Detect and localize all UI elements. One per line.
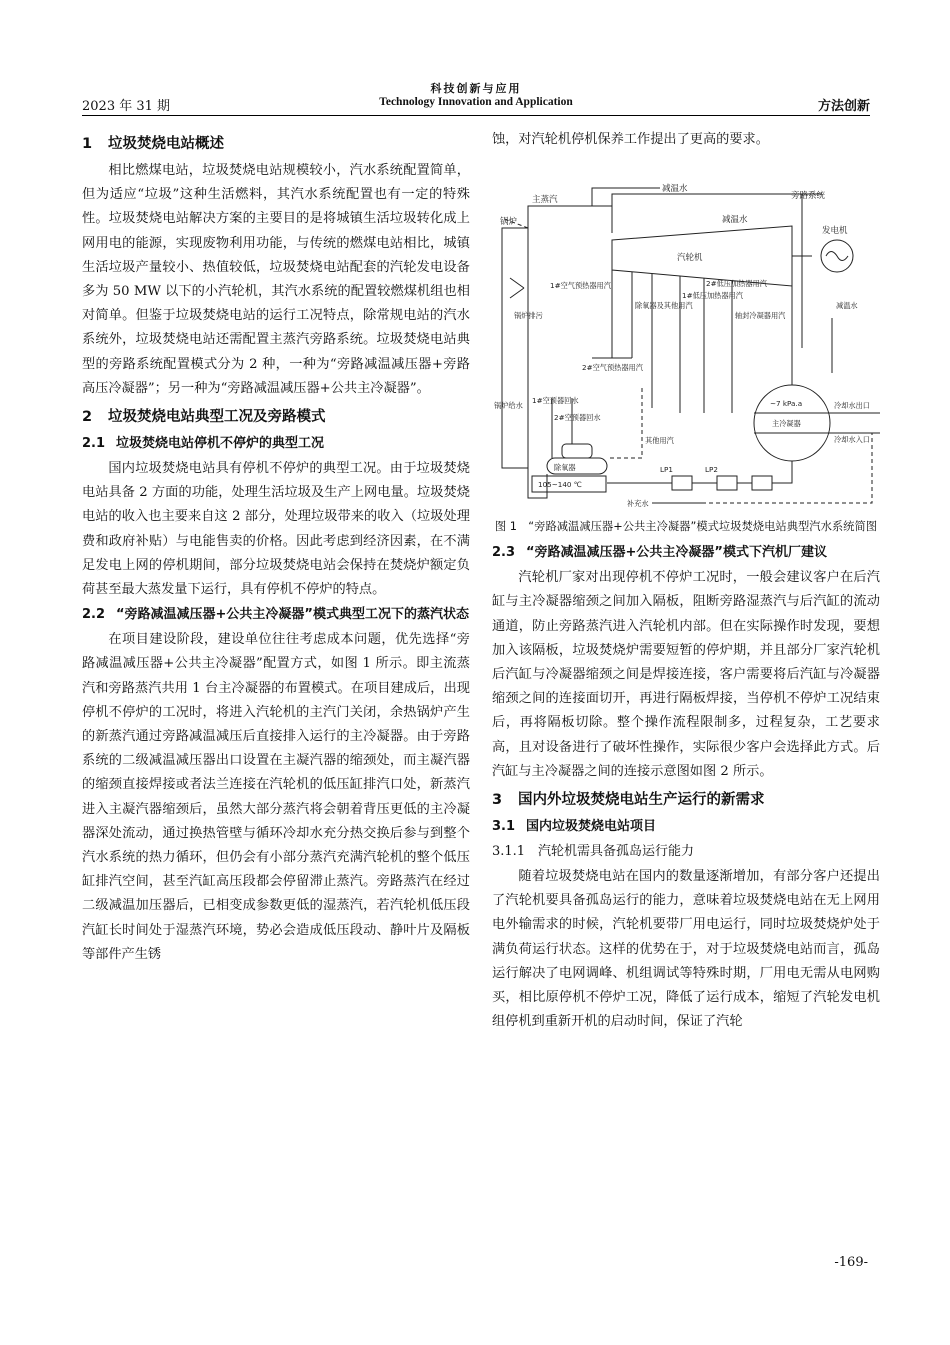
section-3-1-1-heading: 3.1.1 汽轮机需具备孤岛运行能力 [492, 844, 695, 860]
label-other-steam: 其他用汽 [645, 436, 674, 446]
label-desuper-water: 减温水 [722, 215, 748, 226]
section-2-3-heading: 2.3 “旁路减温减压器+公共主冷凝器”模式下汽机厂建议 [492, 545, 827, 561]
section-2-1-heading: 2.1 垃圾焚烧电站停机不停炉的典型工况 [82, 436, 325, 452]
label-turbine: 汽轮机 [677, 253, 703, 264]
section-1-paragraph: 相比燃煤电站，垃圾焚烧电站规模较小，汽水系统配置简单，但为适应“垃圾”这种生活燃料，其汽水系统配置也有一定的特殊性。垃圾焚烧电站解决方案的主要目的是将城镇生活垃圾转化成上网用电的能源，实现废物利用功能，与传统的燃煤电站相比，城镇生活垃圾产量较小、热值较低，垃圾焚烧电站配套的汽轮发电设备多为 50 MW 以下的小汽轮机，其汽水系统的配置较燃煤机组也相对简单。但鉴于垃圾焚烧电站的运行工况特点，除常规电站的汽水系统外，垃圾焚烧电站还需配置主蒸汽旁路系统。垃圾焚烧电站典型的旁路系统配置模式分为 2 种，一种为“旁路减温减压器+旁路高压冷凝器”；另一种为“旁路减温减压器+公共主冷凝器”。 [82, 163, 470, 396]
label-temp: 105~140 ℃ [538, 480, 582, 490]
continued-paragraph: 蚀，对汽轮机停机保养工作提出了更高的要求。 [492, 132, 769, 147]
page-number: -169- [834, 1255, 868, 1270]
label-lp2-tag: LP2 [705, 465, 718, 475]
section-2-2-paragraph: 在项目建设阶段，建设单位往往考虑成本问题，优先选择“旁路减温减压器+公共主冷凝器”配置方式，如图 1 所示。即主流蒸汽和旁路蒸汽共用 1 台主冷凝器的布置模式。在项目建成后，出现停机不停炉的工况时，将进入汽轮机的主汽门关闭，余热锅炉产生的新蒸汽通过旁路减温减压后直接排入运行的主冷凝器。由于旁路系统的二级减温减压器出口设置在主凝汽器的缩颈处，而主凝汽器的缩颈直接焊接或者法兰连接在汽轮机的低压缸排汽口处，新蒸汽进入主凝汽器缩颈后，虽然大部分蒸汽将会朝着背压更低的主冷凝器深处流动，通过换热管壁与循环冷却水充分热交换后参与到整个汽水系统的热力循环，但仍会有小部分蒸汽充满汽轮机的整个低压缸排汽空间，甚至汽缸高压段都会停留滞止蒸汽。旁路蒸汽在经过二级减温加压器后，已相变成参数更低的湿蒸汽，若汽轮机低压段汽缸长时间处于湿蒸汽环境，势必会造成低压段动、静叶片及隔板等部件产生锈 [82, 632, 470, 962]
label-main-steam: 主蒸汽 [532, 195, 558, 206]
lp2-heater-shape [717, 476, 737, 490]
label-lp1-tag: LP1 [660, 465, 673, 475]
label-boiler: 锅炉 [500, 217, 518, 228]
label-deaerator-use: 除氧器及其他用汽 [635, 301, 693, 311]
figure-1-caption: 图 1 “旁路减温减压器+公共主冷凝器”模式垃圾焚烧电站典型汽水系统简图 [494, 520, 878, 534]
section-2-heading: 2 垃圾焚烧电站典型工况及旁路模式 [82, 409, 326, 426]
label-makeup: 补充水 [627, 499, 649, 509]
label-air-preheat-1: 1#空气预热器用汽 [550, 281, 611, 291]
label-cooling-out: 冷却水出口 [834, 401, 870, 411]
label-desuper-water-top: 减温水 [662, 184, 688, 195]
section-2-3-paragraph: 汽轮机厂家对出现停机不停炉工况时，一般会建议客户在后汽缸与主冷凝器缩颈之间加入隔板，阻断旁路湿蒸汽与后汽缸的流动通道，防止旁路蒸汽进入汽轮机内部。但在实际操作时发现，要想加入该隔板，垃圾焚烧炉需要短暂的停炉期，并且部分厂家汽轮机后汽缸与冷凝器缩颈之间是焊接连接，客户需要将后汽缸与冷凝器缩颈之间的连接面切开，再进行隔板焊接，当停机不停炉工况结束后，再将隔板切除。整个操作流程限制多，过程复杂，工艺要求高，且对设备进行了破坏性操作，实际很少客户会选择此方式。后汽缸与主冷凝器之间的连接示意图如图 2 所示。 [492, 570, 880, 779]
header-rule [82, 115, 870, 116]
label-lp2: 2#低压加热器用汽 [706, 279, 767, 289]
left-column [82, 128, 470, 967]
label-main-condenser: 主冷凝器 [772, 419, 801, 429]
label-generator: 发电机 [822, 226, 848, 237]
label-boiler-feed: 锅炉给水 [494, 401, 523, 411]
section-3-1-1-paragraph: 随着垃圾焚烧电站在国内的数量逐渐增加，有部分客户还提出了汽轮机要具备孤岛运行的能力，意味着垃圾焚烧电站在无上网用电外输需求的时候，汽轮机要带厂用电运行，同时垃圾焚烧炉处于满负荷运行状态。这样的优势在于，对于垃圾焚烧电站而言，孤岛运行解决了电网调峰、机组调试等特殊时期，厂用电无需从电网购买，相比原停机不停炉工况，降低了运行成本，缩短了汽轮发电机组停机到重新开机的启动时间，保证了汽轮 [492, 869, 880, 1030]
boiler-shape [502, 228, 528, 468]
section-label: 方法创新 [817, 99, 870, 114]
label-boiler-blowdown: 锅炉排污 [514, 311, 543, 321]
issue-label: 2023 年 31 期 [82, 99, 171, 114]
section-2-2-heading: 2.2 “旁路减温减压器+公共主冷凝器”模式典型工况下的蒸汽状态 [82, 607, 469, 623]
section-2-1-paragraph: 国内垃圾焚烧电站具有停机不停炉的典型工况。由于垃圾焚烧电站具备 2 方面的功能，处理生活垃圾及生产上网电量。垃圾焚烧电站的收入也主要来自这 2 部分，处理垃圾带来的收入（垃圾处理费和政府补贴）与电能售卖的价格。因此考虑到经济因素，在不满足发电上网的停机期间，部分垃圾焚烧电站会保持在焚烧炉额定负荷甚至最大蒸发量下运行，具有停机不停炉的特点。 [82, 461, 470, 598]
lp1-heater-shape [672, 476, 692, 490]
label-air-return-2: 2#空预器回水 [554, 413, 601, 423]
label-seal: 轴封冷凝器用汽 [735, 311, 786, 321]
label-deaerator: 除氧器 [554, 463, 576, 473]
right-column [492, 128, 880, 1034]
label-desuper-water-right: 减温水 [836, 301, 858, 311]
label-air-return-1: 1#空预器回水 [532, 396, 579, 406]
figure-1-diagram [492, 158, 880, 513]
steam-water-system-diagram [492, 158, 880, 513]
label-lp1: 1#低压加热器用汽 [682, 291, 743, 301]
label-air-preheat-2: 2#空气预热器用汽 [582, 363, 643, 373]
label-bypass: 旁路系统 [790, 191, 825, 202]
page-header [82, 80, 870, 116]
section-3-heading: 3 国内外垃圾焚烧电站生产运行的新需求 [492, 792, 765, 809]
label-cooling-in: 冷却水入口 [834, 435, 870, 445]
journal-title-en: Technology Innovation and Application [379, 96, 573, 108]
label-vacuum: ~7 kPa.a [770, 399, 803, 409]
section-1-heading: 1 垃圾焚烧电站概述 [82, 136, 224, 152]
section-3-1-heading: 3.1 国内垃圾焚烧电站项目 [492, 819, 657, 835]
journal-title-cn: 科技创新与应用 [430, 82, 522, 95]
